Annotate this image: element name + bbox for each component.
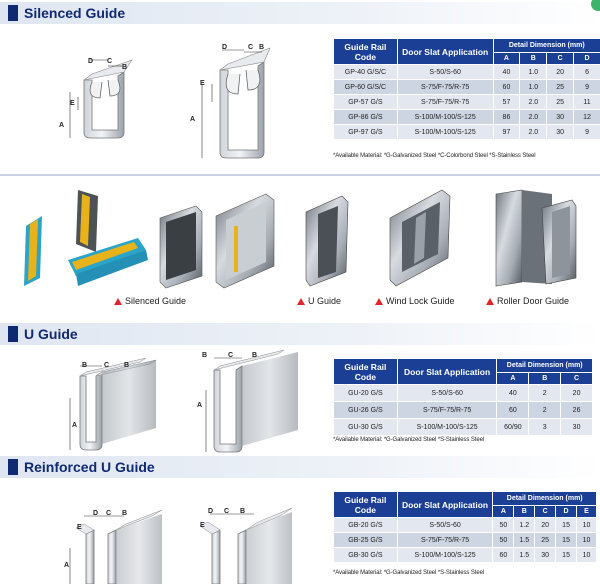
header-code: Guide Rail Code (334, 492, 398, 518)
header-col-c: C (547, 53, 574, 65)
header-col-a: A (493, 53, 520, 65)
cell-d: 12 (574, 110, 600, 125)
cell-b: 1.2 (514, 518, 535, 533)
dimension-label-c: C (106, 510, 111, 517)
silenced-guide-drawing-2 (182, 44, 292, 164)
triangle-icon (486, 298, 494, 305)
photo-label-silenced: Silenced Guide (114, 296, 186, 306)
cell-d: 6 (574, 65, 600, 80)
table-row (334, 518, 597, 533)
cell-application: S-50/S-60 (397, 385, 497, 402)
cell-e: 10 (577, 533, 597, 548)
dimension-label-a: A (190, 116, 195, 123)
cell-d: 11 (574, 95, 600, 110)
cell-code: GP-97 G/S (334, 125, 398, 140)
cell-c: 26 (561, 402, 593, 419)
cell-c: 25 (535, 533, 556, 548)
cell-c: 20 (547, 65, 574, 80)
dimension-label-b: B (259, 44, 264, 51)
cell-code: GP-86 G/S (334, 110, 398, 125)
section-title: Silenced Guide (24, 5, 126, 21)
dimension-label-c: C (228, 352, 233, 359)
cell-c: 25 (547, 95, 574, 110)
dimension-label-a: A (64, 562, 69, 569)
header-col-d: D (574, 53, 600, 65)
table-row (334, 402, 593, 419)
material-note: *Available Material: *G-Galvanized Steel *S-Stainless Steel (333, 570, 485, 576)
table-row (334, 385, 593, 402)
header-code: Guide Rail Code (334, 39, 398, 65)
dimension-label-e: E (77, 524, 82, 531)
header-col-b: B (514, 506, 535, 518)
table-row (334, 95, 600, 110)
dimension-label-e: E (70, 100, 75, 107)
material-note: *Available Material: *G-Galvanized Steel *C-Colorbond Steel *S-Stainless Steel (333, 153, 536, 159)
cell-c: 20 (561, 385, 593, 402)
photo-label-wind-lock: Wind Lock Guide (375, 296, 455, 306)
reinforced-guide-drawing-1 (62, 500, 172, 584)
cell-application: S-75/F-75/R-75 (397, 402, 497, 419)
dimension-label-b: B (82, 362, 87, 369)
section-header-reinforced (0, 456, 600, 478)
spec-table-u-guide (333, 358, 593, 436)
header-col-c: C (561, 373, 593, 385)
dimension-label-a: A (59, 122, 64, 129)
section-marker (8, 5, 18, 21)
dimension-label-c: C (104, 362, 109, 369)
cell-code: GP-57 G/S (334, 95, 398, 110)
cell-a: 60/90 (497, 419, 529, 436)
silenced-guide-drawing-1 (48, 52, 148, 152)
cell-code: GB-30 G/S (334, 548, 398, 563)
cell-c: 30 (561, 419, 593, 436)
cell-b: 2.0 (520, 110, 547, 125)
section-marker (8, 459, 18, 475)
roller-door-guide-photo (492, 190, 582, 286)
dimension-label-c: C (107, 58, 112, 65)
cell-d: 9 (574, 80, 600, 95)
spec-table-reinforced (333, 491, 597, 563)
cell-a: 60 (497, 402, 529, 419)
cell-application: S-75/F-75/R-75 (397, 533, 493, 548)
header-col-b: B (529, 373, 561, 385)
dimension-label-d: D (88, 58, 93, 65)
table-row (334, 65, 600, 80)
table-row (334, 125, 600, 140)
header-col-e: E (577, 506, 597, 518)
u-guide-photo-1 (156, 206, 206, 288)
header-col-a: A (493, 506, 514, 518)
cell-d: 15 (556, 518, 577, 533)
cell-a: 86 (493, 110, 520, 125)
cell-b: 2.0 (520, 95, 547, 110)
cell-a: 57 (493, 95, 520, 110)
header-col-d: D (556, 506, 577, 518)
section-header-silenced (0, 2, 600, 24)
dimension-label-b: B (122, 510, 127, 517)
table-row (334, 80, 600, 95)
dimension-label-d: D (93, 510, 98, 517)
cell-code: GU-20 G/S (334, 385, 398, 402)
header-application: Door Slat Application (397, 492, 493, 518)
section-marker (8, 326, 18, 342)
section-divider (0, 174, 600, 176)
cell-c: 30 (547, 125, 574, 140)
cell-a: 60 (493, 80, 520, 95)
cell-b: 1.0 (520, 80, 547, 95)
cell-a: 40 (493, 65, 520, 80)
cell-e: 10 (577, 548, 597, 563)
header-application: Door Slat Application (397, 39, 493, 65)
section-title: Reinforced U Guide (24, 459, 155, 475)
u-guide-drawing-2 (198, 350, 308, 454)
cell-code: GP-40 G/S/C (334, 65, 398, 80)
cell-a: 60 (493, 548, 514, 563)
silenced-guide-photo (20, 186, 160, 294)
triangle-icon (114, 298, 122, 305)
table-row (334, 548, 597, 563)
cell-code: GB-25 G/S (334, 533, 398, 548)
cell-b: 1.0 (520, 65, 547, 80)
table-row (334, 419, 593, 436)
cell-e: 10 (577, 518, 597, 533)
u-guide-photo-2 (212, 192, 278, 290)
cell-b: 2.0 (520, 125, 547, 140)
section-title: U Guide (24, 326, 78, 342)
dimension-label-c: C (224, 508, 229, 515)
header-col-a: A (497, 373, 529, 385)
dimension-label-d: D (208, 508, 213, 515)
header-col-b: B (520, 53, 547, 65)
header-code: Guide Rail Code (334, 359, 398, 385)
triangle-icon (297, 298, 305, 305)
wind-lock-guide-photo-2 (386, 188, 458, 286)
cell-c: 30 (547, 110, 574, 125)
u-guide-drawing-1 (62, 358, 162, 452)
cell-d: 9 (574, 125, 600, 140)
dimension-label-b: B (252, 352, 257, 359)
cell-code: GB-20 G/S (334, 518, 398, 533)
cell-c: 20 (535, 518, 556, 533)
table-row (334, 110, 600, 125)
cell-application: S-100/M-100/S-125 (397, 125, 493, 140)
cell-c: 30 (535, 548, 556, 563)
cell-application: S-75/F-75/R-75 (397, 95, 493, 110)
cell-application: S-50/S-60 (397, 518, 493, 533)
spec-table-silenced (333, 38, 600, 140)
cell-a: 50 (493, 518, 514, 533)
cell-application: S-75/F-75/R-75 (397, 80, 493, 95)
cell-application: S-50/S-60 (397, 65, 493, 80)
header-detail: Detail Dimension (mm) (493, 39, 600, 53)
header-detail: Detail Dimension (mm) (497, 359, 593, 373)
cell-d: 15 (556, 548, 577, 563)
material-note: *Available Material: *G-Galvanized Steel *S-Stainless Steel (333, 437, 485, 443)
cell-application: S-100/M-100/S-125 (397, 110, 493, 125)
dimension-label-b: B (202, 352, 207, 359)
header-application: Door Slat Application (397, 359, 497, 385)
cell-b: 1.5 (514, 548, 535, 563)
cell-code: GU-26 G/S (334, 402, 398, 419)
cell-a: 50 (493, 533, 514, 548)
dimension-label-e: E (200, 80, 205, 87)
cell-code: GU-30 G/S (334, 419, 398, 436)
table-row (334, 533, 597, 548)
cell-application: S-100/M-100/S-125 (397, 419, 497, 436)
dimension-label-a: A (72, 422, 77, 429)
photo-label-u: U Guide (297, 296, 341, 306)
cell-application: S-100/M-100/S-125 (397, 548, 493, 563)
dimension-label-b: B (122, 64, 127, 71)
cell-b: 2 (529, 402, 561, 419)
triangle-icon (375, 298, 383, 305)
cell-c: 25 (547, 80, 574, 95)
dimension-label-c: C (248, 44, 253, 51)
cell-b: 2 (529, 385, 561, 402)
dimension-label-a: A (197, 402, 202, 409)
header-detail: Detail Dimension (mm) (493, 492, 597, 506)
cell-d: 15 (556, 533, 577, 548)
cell-a: 40 (497, 385, 529, 402)
cell-code: GP-60 G/S/C (334, 80, 398, 95)
header-col-c: C (535, 506, 556, 518)
cell-a: 97 (493, 125, 520, 140)
photo-label-roller-door: Roller Door Guide (486, 296, 569, 306)
dimension-label-d: D (222, 44, 227, 51)
wind-lock-guide-photo (302, 194, 352, 286)
section-header-u-guide (0, 323, 600, 345)
cell-b: 3 (529, 419, 561, 436)
dimension-label-b: B (124, 362, 129, 369)
cell-b: 1.5 (514, 533, 535, 548)
dimension-label-b: B (240, 508, 245, 515)
dimension-label-e: E (200, 522, 205, 529)
